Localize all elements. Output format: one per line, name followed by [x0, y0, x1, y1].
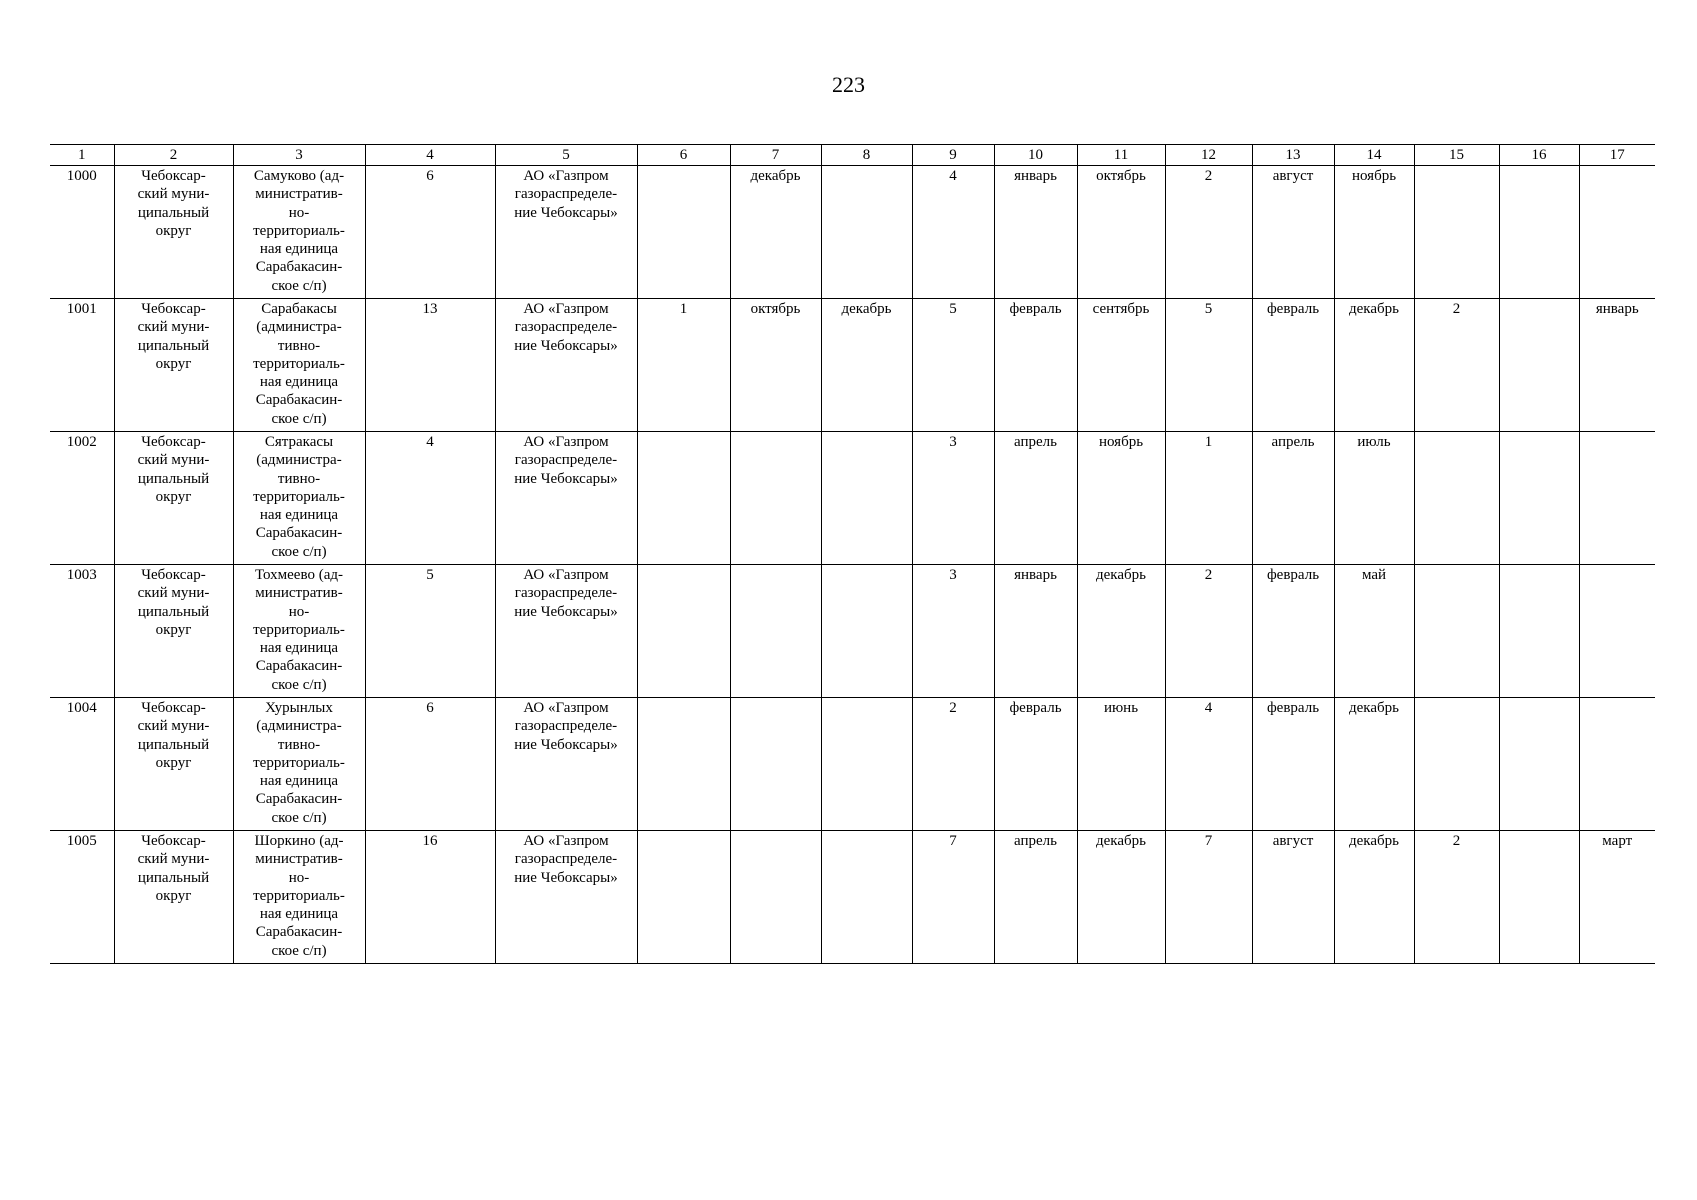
cell-col-16	[1499, 831, 1579, 964]
cell-col-13: февраль	[1252, 565, 1334, 698]
cell-line: ское с/п)	[271, 543, 327, 560]
cell-line: Сарабакасин-	[255, 525, 343, 542]
cell-line: Самуково (ад-	[253, 168, 345, 184]
cell-col-10: февраль	[994, 299, 1077, 432]
cell-line: Сарабакасин-	[255, 924, 343, 941]
cell-col-11: ноябрь	[1077, 432, 1165, 565]
cell-col-16	[1499, 432, 1579, 565]
cell-line: территориаль-	[253, 887, 345, 904]
cell-col-2	[114, 299, 233, 432]
schedule-table	[50, 144, 1655, 964]
cell-line: АО «Газпром	[523, 301, 609, 317]
cell-col-14: май	[1334, 565, 1414, 698]
cell-col-2	[114, 831, 233, 964]
cell-line: ная единица	[259, 507, 339, 524]
cell-col-1: 1002	[50, 432, 114, 565]
cell-col-8: декабрь	[821, 299, 912, 432]
cell-line: Чебоксар-	[141, 168, 206, 184]
cell-col-6	[637, 831, 730, 964]
cell-col-1: 1003	[50, 565, 114, 698]
cell-line: округ	[155, 621, 192, 638]
cell-col-15	[1414, 698, 1499, 831]
cell-line: территориаль-	[253, 754, 345, 771]
cell-col-6	[637, 166, 730, 299]
cell-col-17	[1579, 565, 1655, 698]
cell-col-3	[233, 166, 365, 299]
cell-line: ское с/п)	[271, 676, 327, 693]
cell-line: территориаль-	[253, 621, 345, 638]
cell-line: ная единица	[259, 640, 339, 657]
cell-col-12: 2	[1165, 565, 1252, 698]
cell-line: Шоркино (ад-	[254, 833, 344, 849]
cell-col-17	[1579, 166, 1655, 299]
cell-col-14: ноябрь	[1334, 166, 1414, 299]
column-header-5: 5	[495, 145, 637, 166]
cell-line: ная единица	[259, 906, 339, 923]
cell-col-4: 6	[365, 698, 495, 831]
cell-col-12: 5	[1165, 299, 1252, 432]
cell-line: территориаль-	[253, 355, 345, 372]
table-row	[50, 432, 1655, 565]
cell-col-4: 4	[365, 432, 495, 565]
cell-line: (администра-	[256, 718, 342, 735]
cell-line: тивно-	[277, 470, 321, 487]
cell-col-10: февраль	[994, 698, 1077, 831]
cell-line: Чебоксар-	[141, 700, 206, 716]
cell-line: округ	[155, 887, 192, 904]
cell-col-5	[495, 698, 637, 831]
column-header-11: 11	[1077, 145, 1165, 166]
cell-line: (администра-	[256, 452, 342, 469]
cell-line: газораспределе-	[514, 319, 618, 336]
cell-line: ние Чебоксары»	[514, 736, 618, 753]
cell-col-7	[730, 432, 821, 565]
cell-col-12: 4	[1165, 698, 1252, 831]
cell-col-15	[1414, 166, 1499, 299]
cell-col-2	[114, 698, 233, 831]
column-header-12: 12	[1165, 145, 1252, 166]
table-row	[50, 299, 1655, 432]
cell-col-8	[821, 698, 912, 831]
table-row	[50, 166, 1655, 299]
cell-col-16	[1499, 698, 1579, 831]
cell-line: (администра-	[256, 319, 342, 336]
cell-col-11: июнь	[1077, 698, 1165, 831]
cell-col-11: декабрь	[1077, 831, 1165, 964]
table-row	[50, 831, 1655, 964]
cell-line: ский муни-	[137, 851, 210, 868]
cell-col-9: 3	[912, 432, 994, 565]
cell-line: АО «Газпром	[523, 700, 609, 716]
cell-col-2	[114, 432, 233, 565]
cell-line: газораспределе-	[514, 718, 618, 735]
cell-line: ная единица	[259, 773, 339, 790]
cell-col-12: 1	[1165, 432, 1252, 565]
cell-line: газораспределе-	[514, 851, 618, 868]
cell-col-8	[821, 166, 912, 299]
cell-col-1: 1004	[50, 698, 114, 831]
cell-line: но-	[288, 204, 310, 221]
cell-line: Сарабакасин-	[255, 658, 343, 675]
cell-line: АО «Газпром	[523, 567, 609, 583]
cell-line: но-	[288, 603, 310, 620]
cell-col-5	[495, 299, 637, 432]
cell-line: ние Чебоксары»	[514, 204, 618, 221]
column-header-7: 7	[730, 145, 821, 166]
column-header-1: 1	[50, 145, 114, 166]
cell-col-14: декабрь	[1334, 698, 1414, 831]
cell-col-4: 5	[365, 565, 495, 698]
column-header-17: 17	[1579, 145, 1655, 166]
cell-line: ние Чебоксары»	[514, 603, 618, 620]
cell-line: Чебоксар-	[141, 833, 206, 849]
cell-col-6	[637, 432, 730, 565]
cell-line: ная единица	[259, 374, 339, 391]
cell-col-16	[1499, 565, 1579, 698]
cell-col-5	[495, 831, 637, 964]
cell-line: АО «Газпром	[523, 833, 609, 849]
cell-col-6: 1	[637, 299, 730, 432]
column-header-6: 6	[637, 145, 730, 166]
table-body	[50, 166, 1655, 964]
column-header-10: 10	[994, 145, 1077, 166]
cell-col-4: 6	[365, 166, 495, 299]
cell-col-4: 13	[365, 299, 495, 432]
cell-col-16	[1499, 299, 1579, 432]
cell-line: ское с/п)	[271, 942, 327, 959]
cell-line: округ	[155, 355, 192, 372]
cell-line: Сарабакасин-	[255, 392, 343, 409]
column-header-4: 4	[365, 145, 495, 166]
cell-col-1: 1001	[50, 299, 114, 432]
cell-line: АО «Газпром	[523, 434, 609, 450]
cell-col-6	[637, 698, 730, 831]
cell-col-3	[233, 565, 365, 698]
column-header-16: 16	[1499, 145, 1579, 166]
cell-col-14: декабрь	[1334, 831, 1414, 964]
cell-col-8	[821, 831, 912, 964]
cell-col-12: 2	[1165, 166, 1252, 299]
cell-col-7	[730, 698, 821, 831]
cell-line: территориаль-	[253, 488, 345, 505]
cell-col-15	[1414, 432, 1499, 565]
cell-line: Тохмеево (ад-	[255, 567, 343, 583]
table-row	[50, 565, 1655, 698]
cell-col-10: апрель	[994, 831, 1077, 964]
cell-col-5	[495, 432, 637, 565]
cell-col-1: 1005	[50, 831, 114, 964]
cell-col-7	[730, 831, 821, 964]
cell-col-11: сентябрь	[1077, 299, 1165, 432]
cell-line: министратив-	[255, 186, 343, 203]
cell-col-15	[1414, 565, 1499, 698]
cell-col-13: апрель	[1252, 432, 1334, 565]
cell-col-5	[495, 565, 637, 698]
cell-col-8	[821, 565, 912, 698]
cell-line: ское с/п)	[271, 809, 327, 826]
cell-col-7: декабрь	[730, 166, 821, 299]
cell-line: округ	[155, 754, 192, 771]
cell-line: ние Чебоксары»	[514, 337, 618, 354]
cell-line: ский муни-	[137, 186, 210, 203]
cell-line: Сарабакасы	[261, 301, 337, 317]
cell-col-9: 4	[912, 166, 994, 299]
cell-col-10: январь	[994, 166, 1077, 299]
cell-col-14: декабрь	[1334, 299, 1414, 432]
cell-line: министратив-	[255, 851, 343, 868]
cell-col-7	[730, 565, 821, 698]
column-header-15: 15	[1414, 145, 1499, 166]
cell-col-1: 1000	[50, 166, 114, 299]
cell-col-9: 5	[912, 299, 994, 432]
cell-col-16	[1499, 166, 1579, 299]
cell-line: ципальный	[137, 603, 210, 620]
cell-line: Хурынлых	[265, 700, 333, 716]
cell-col-13: февраль	[1252, 698, 1334, 831]
cell-line: территориаль-	[253, 222, 345, 239]
cell-col-2	[114, 166, 233, 299]
cell-line: тивно-	[277, 736, 321, 753]
cell-col-13: август	[1252, 166, 1334, 299]
cell-line: министратив-	[255, 585, 343, 602]
column-header-3: 3	[233, 145, 365, 166]
cell-col-13: август	[1252, 831, 1334, 964]
cell-col-11: октябрь	[1077, 166, 1165, 299]
cell-line: АО «Газпром	[523, 168, 609, 184]
cell-col-14: июль	[1334, 432, 1414, 565]
cell-col-17	[1579, 432, 1655, 565]
column-header-13: 13	[1252, 145, 1334, 166]
column-header-9: 9	[912, 145, 994, 166]
cell-line: Чебоксар-	[141, 434, 206, 450]
cell-col-3	[233, 698, 365, 831]
cell-line: ципальный	[137, 736, 210, 753]
cell-line: газораспределе-	[514, 186, 618, 203]
cell-line: ский муни-	[137, 718, 210, 735]
cell-line: ципальный	[137, 204, 210, 221]
cell-col-9: 7	[912, 831, 994, 964]
cell-line: ское с/п)	[271, 410, 327, 427]
cell-col-3	[233, 299, 365, 432]
cell-col-3	[233, 831, 365, 964]
cell-line: ние Чебоксары»	[514, 470, 618, 487]
cell-line: Чебоксар-	[141, 301, 206, 317]
cell-line: ципальный	[137, 869, 210, 886]
cell-line: но-	[288, 869, 310, 886]
cell-col-13: февраль	[1252, 299, 1334, 432]
cell-line: газораспределе-	[514, 452, 618, 469]
cell-col-4: 16	[365, 831, 495, 964]
cell-line: ципальный	[137, 470, 210, 487]
cell-col-11: декабрь	[1077, 565, 1165, 698]
cell-col-15: 2	[1414, 299, 1499, 432]
cell-line: ние Чебоксары»	[514, 869, 618, 886]
cell-line: ский муни-	[137, 452, 210, 469]
cell-line: газораспределе-	[514, 585, 618, 602]
cell-col-10: апрель	[994, 432, 1077, 565]
cell-line: ское с/п)	[271, 277, 327, 294]
cell-line: Сятракасы	[264, 434, 334, 450]
cell-col-10: январь	[994, 565, 1077, 698]
cell-line: тивно-	[277, 337, 321, 354]
cell-col-8	[821, 432, 912, 565]
cell-col-17	[1579, 698, 1655, 831]
cell-col-6	[637, 565, 730, 698]
column-header-14: 14	[1334, 145, 1414, 166]
cell-line: Сарабакасин-	[255, 259, 343, 276]
column-number-row	[50, 145, 1655, 166]
cell-line: ский муни-	[137, 319, 210, 336]
cell-col-7: октябрь	[730, 299, 821, 432]
column-header-2: 2	[114, 145, 233, 166]
cell-line: округ	[155, 488, 192, 505]
cell-line: округ	[155, 222, 192, 239]
cell-col-5	[495, 166, 637, 299]
cell-line: ная единица	[259, 241, 339, 258]
cell-col-17: март	[1579, 831, 1655, 964]
cell-line: Сарабакасин-	[255, 791, 343, 808]
cell-col-2	[114, 565, 233, 698]
column-header-8: 8	[821, 145, 912, 166]
cell-col-17: январь	[1579, 299, 1655, 432]
cell-col-3	[233, 432, 365, 565]
cell-line: ципальный	[137, 337, 210, 354]
cell-col-9: 3	[912, 565, 994, 698]
table-row	[50, 698, 1655, 831]
cell-line: ский муни-	[137, 585, 210, 602]
cell-col-15: 2	[1414, 831, 1499, 964]
page-number: 223	[832, 72, 865, 97]
cell-line: Чебоксар-	[141, 567, 206, 583]
cell-col-9: 2	[912, 698, 994, 831]
cell-col-12: 7	[1165, 831, 1252, 964]
